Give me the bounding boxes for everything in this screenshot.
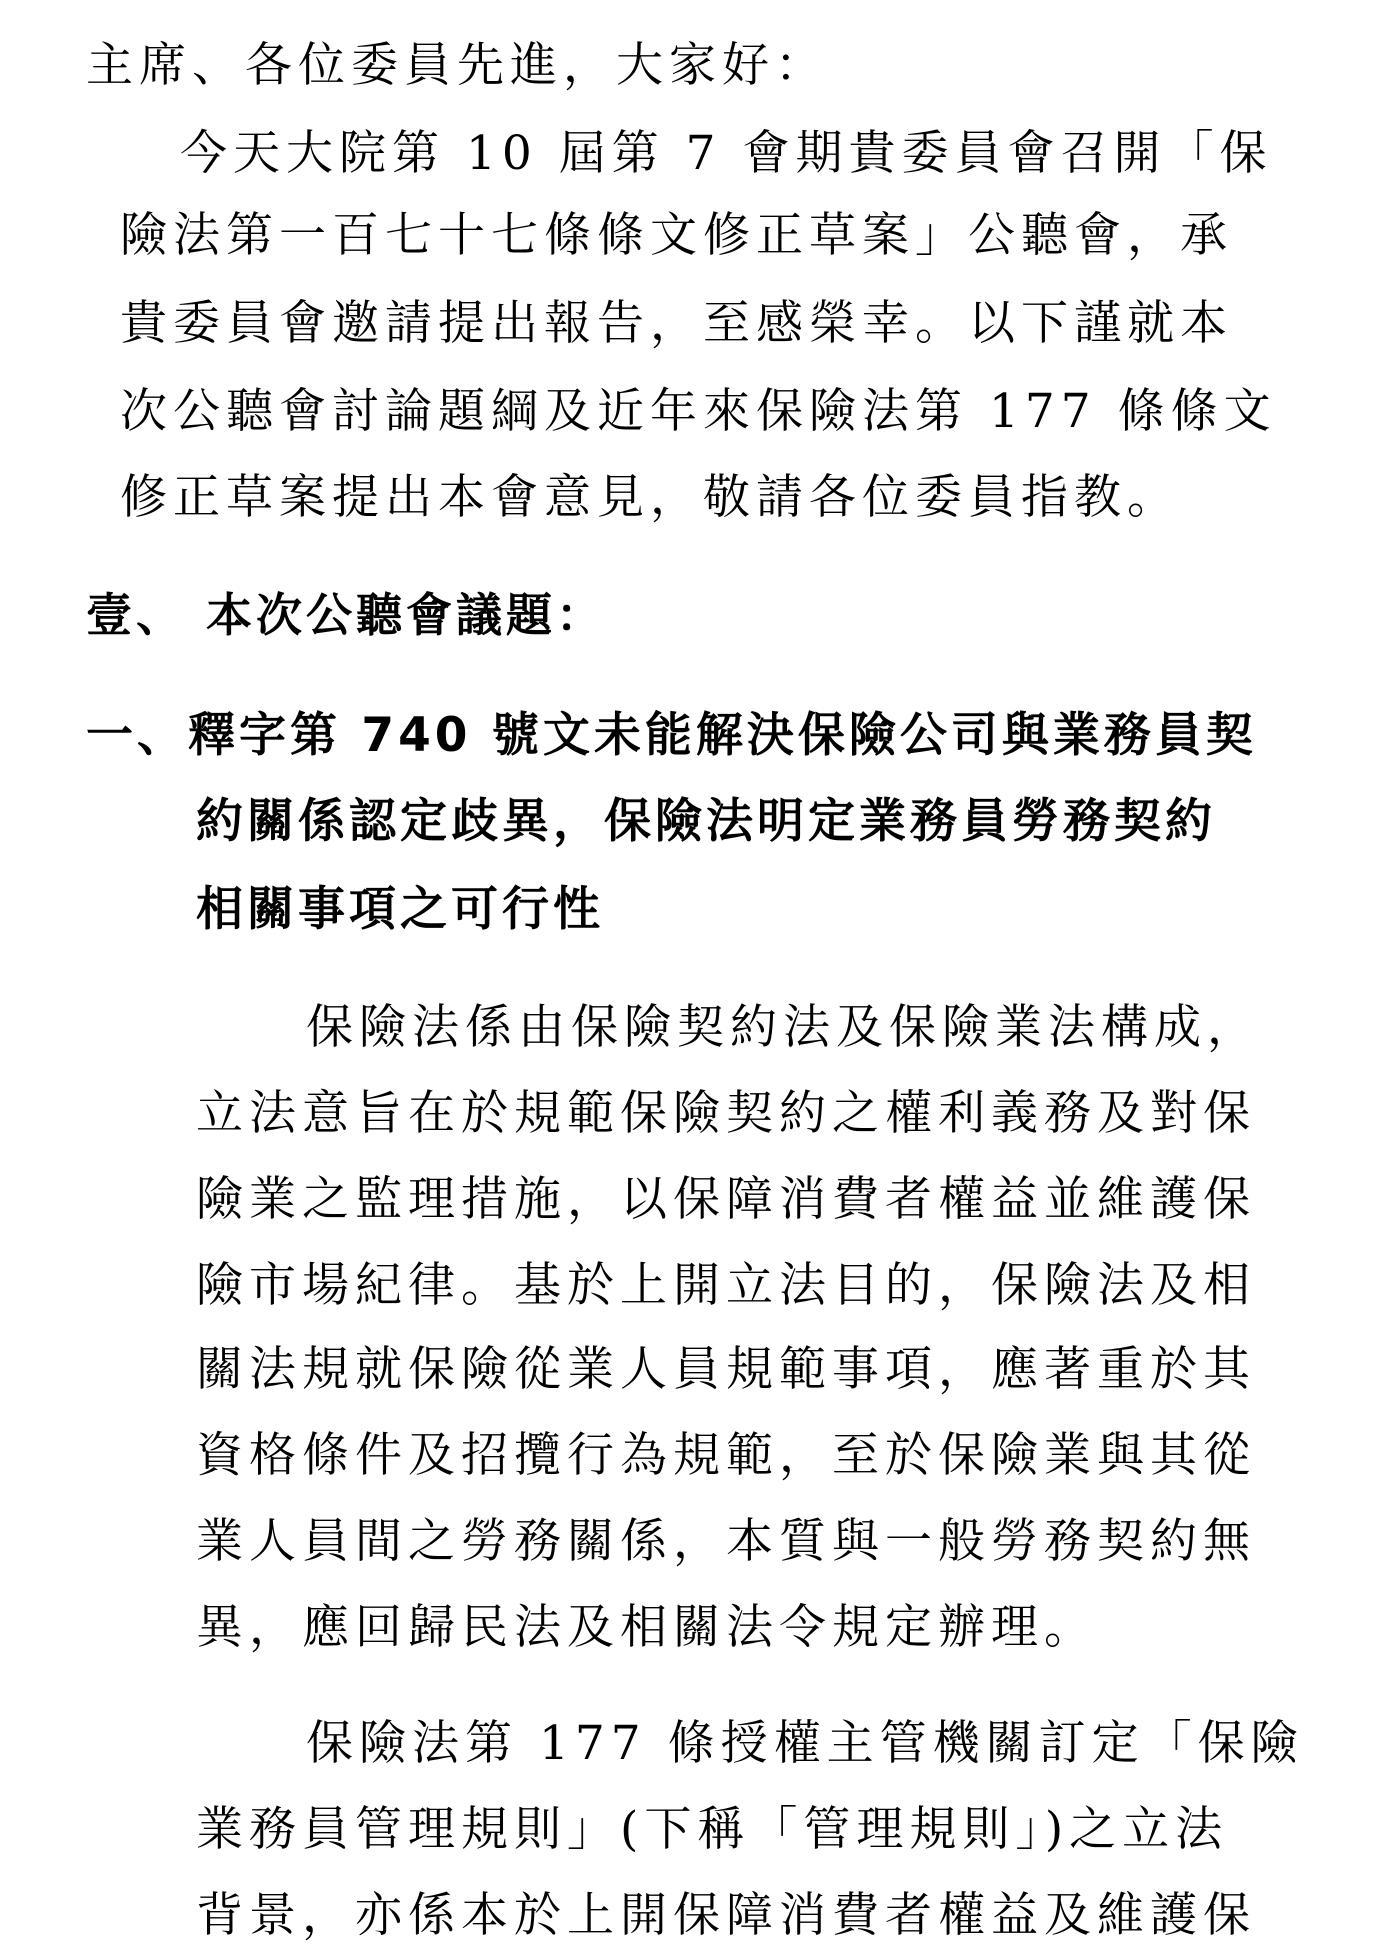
intro-line: 險法第一百七十七條條文修正草案」公聽會，承 — [120, 208, 1233, 263]
paragraph1-line: 險市場紀律。基於上開立法目的，保險法及相 — [196, 1258, 1256, 1313]
paragraph1-line: 立法意旨在於規範保險契約之權利義務及對保 — [196, 1086, 1256, 1141]
paragraph1-line: 險業之監理措施，以保障消費者權益並維護保 — [196, 1172, 1256, 1227]
subsection-heading-line: 一、釋字第 740 號文未能解決保險公司與業務員契 — [86, 708, 1257, 763]
paragraph2-line: 業務員管理規則」(下稱「管理規則」)之立法 — [196, 1802, 1229, 1857]
paragraph1-line: 保險法係由保險契約法及保險業法構成， — [306, 1000, 1260, 1055]
subsection-heading-line: 約關係認定歧異，保險法明定業務員勞務契約 — [196, 794, 1216, 849]
intro-line: 修正草案提出本會意見，敬請各位委員指教。 — [120, 470, 1180, 525]
paragraph1-line: 關法規就保險從業人員規範事項，應著重於其 — [196, 1342, 1256, 1397]
greeting-line: 主席、各位委員先進，大家好： — [86, 38, 828, 93]
subsection-heading-line: 相關事項之可行性 — [196, 882, 604, 937]
paragraph2-line: 背景，亦係本於上開保障消費者權益及維護保 — [196, 1888, 1256, 1943]
paragraph1-line: 業人員間之勞務關係，本質與一般勞務契約無 — [196, 1514, 1256, 1569]
intro-line: 今天大院第 10 屆第 7 會期貴委員會召開「保 — [180, 126, 1273, 181]
paragraph2-line: 保險法第 177 條授權主管機關訂定「保險 — [306, 1716, 1304, 1771]
paragraph1-line: 異，應回歸民法及相關法令規定辦理。 — [196, 1600, 1097, 1655]
paragraph1-line: 資格條件及招攬行為規範，至於保險業與其從 — [196, 1428, 1256, 1483]
intro-line: 次公聽會討論題綱及近年來保險法第 177 條條文 — [120, 384, 1277, 439]
section-heading: 壹、 本次公聽會議題： — [86, 588, 607, 642]
intro-line: 貴委員會邀請提出報告，至感榮幸。以下謹就本 — [120, 296, 1233, 351]
